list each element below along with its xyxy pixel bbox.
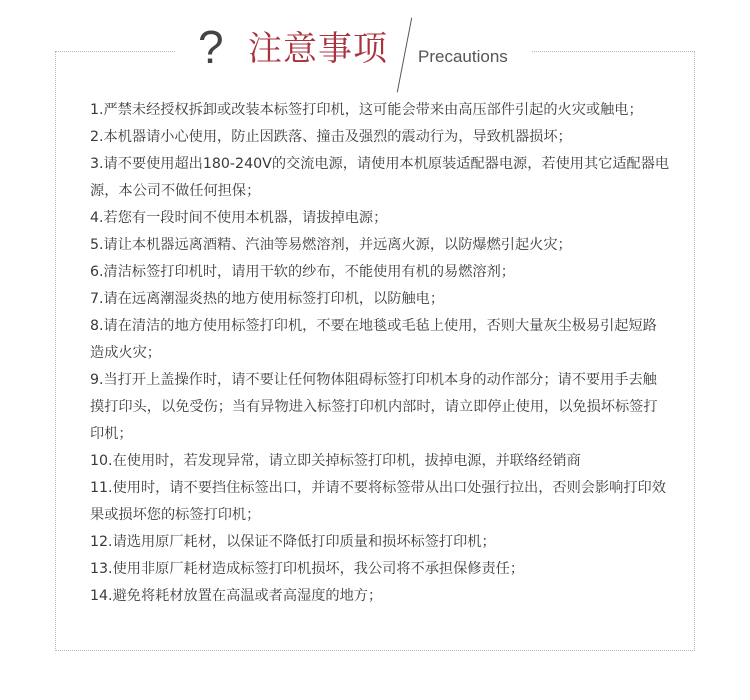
page-title: 注意事项 [248,29,388,69]
page-subtitle: Precautions [418,47,508,66]
list-item: 5.请让本机器远离酒精、汽油等易燃溶剂，并远离火源，以防爆燃引起火灾； [90,237,572,253]
list-item: 2.本机器请小心使用，防止因跌落、撞击及强烈的震动行为，导致机器损坏； [90,129,572,145]
list-item: 13.使用非原厂耗材造成标签打印机损坏，我公司将不承担保修责任； [90,561,525,577]
frame-top-border-left [55,51,175,52]
list-item: 10.在使用时，若发现异常，请立即关掉标签打印机，拔掉电源，并联络经销商 [90,453,581,469]
list-item: 6.清洁标签打印机时，请用干软的纱布，不能使用有机的易燃溶剂； [90,264,515,280]
precautions-list [90,97,670,610]
list-item: 7.请在远离潮湿炎热的地方使用标签打印机，以防触电； [90,291,445,307]
list-item: 1.严禁未经授权拆卸或改装本标签打印机，这可能会带来由高压部件引起的火灾或触电； [90,102,643,118]
question-mark-icon: ? [198,21,224,73]
list-item: 11.使用时，请不要挡住标签出口，并请不要将标签带从出口处强行拉出，否则会影响打印效果或损坏您的标签打印机； [90,480,666,523]
list-item: 8.请在清洁的地方使用标签打印机，不要在地毯或毛毡上使用，否则大量灰尘极易引起短路造成火灾； [90,318,657,361]
list-item: 14.避免将耗材放置在高温或者高湿度的地方； [90,588,383,604]
list-item: 3.请不要使用超出180-240V的交流电源，请使用本机原装适配器电源，若使用其它适配器电源，本公司不做任何担保； [90,156,670,199]
list-item: 12.请选用原厂耗材，以保证不降低打印质量和损坏标签打印机； [90,534,496,550]
list-item: 9.当打开上盖操作时，请不要让任何物体阻碍标签打印机本身的动作部分；请不要用手去触摸打印头，以免受伤；当有异物进入标签打印机内部时，请立即停止使用，以免损坏标签打印机； [90,372,658,442]
frame-top-border-right [532,51,695,52]
list-item: 4.若您有一段时间不使用本机器，请拔掉电源； [90,210,388,226]
